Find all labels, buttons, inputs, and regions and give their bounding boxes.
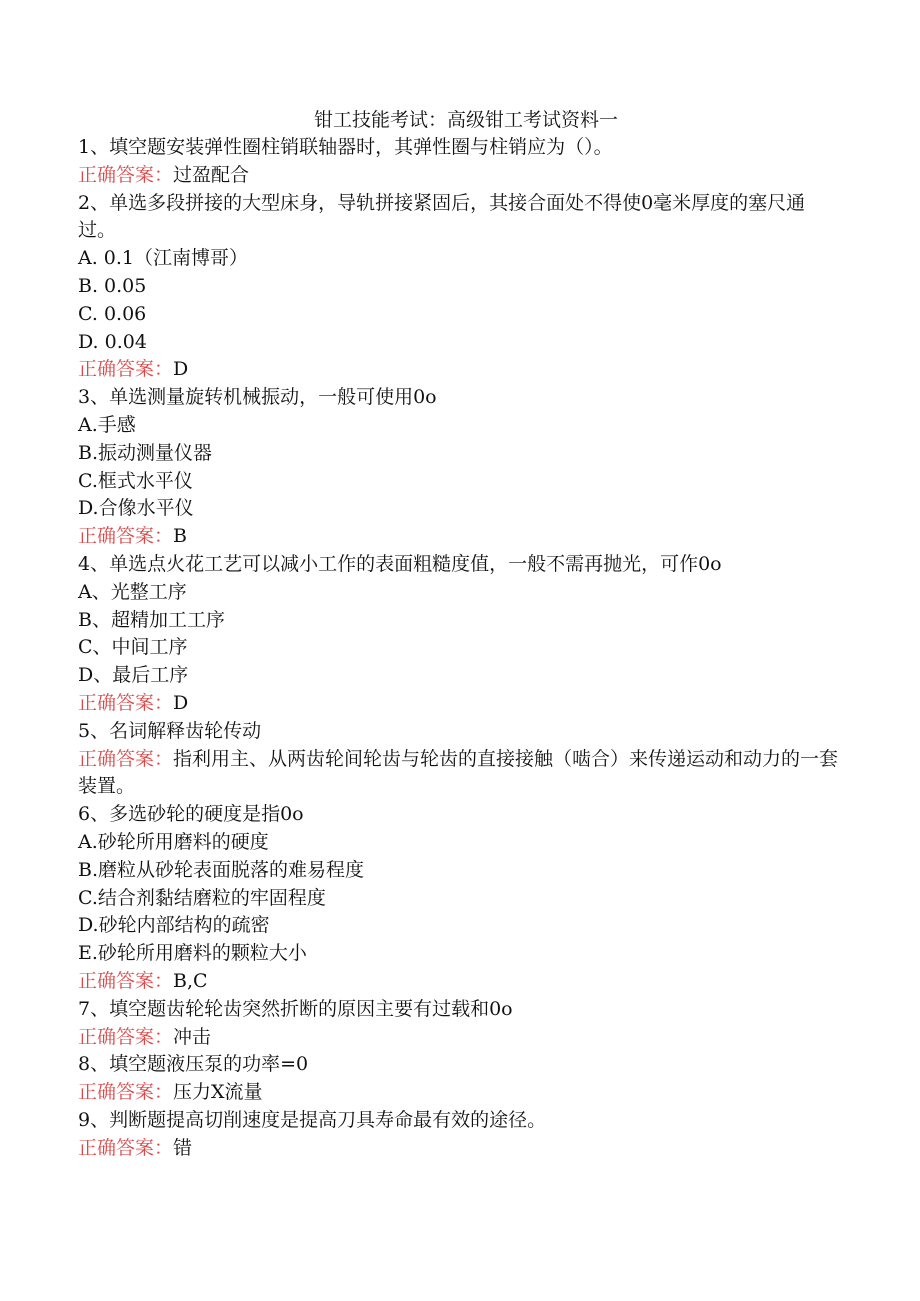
question-stem: 9、判断题提高切削速度是提高刀具寿命最有效的途径。 [78, 1108, 547, 1131]
question-option: C、中间工序 [78, 636, 188, 659]
question-stem: 8、填空题液压泵的功率=0 [78, 1053, 309, 1076]
question-option: A. 0.1（江南博哥） [78, 247, 249, 270]
document-title: 钳工技能考试：高级钳工考试资料一 [313, 109, 618, 131]
answer-line [78, 690, 840, 718]
answer-text: 冲击 [173, 1025, 212, 1048]
answer-label: 正确答案： [78, 358, 174, 381]
question-option: D. 0.04 [78, 330, 147, 353]
answer-label: 正确答案： [78, 747, 174, 770]
answer-label: 正确答案： [78, 525, 174, 548]
answer-line [78, 1079, 840, 1107]
answer-text: 错 [173, 1136, 193, 1159]
answer-text: D [173, 691, 189, 714]
question-stem: 7、填空题齿轮轮齿突然折断的原因主要有过载和0o [78, 997, 513, 1020]
answer-line [78, 968, 840, 996]
answer-line [78, 523, 840, 551]
answer-label: 正确答案： [78, 163, 174, 186]
question-stem: 6、多选砂轮的硬度是指0o [78, 803, 304, 826]
question-stem: 1、填空题安装弹性圈柱销联轴器时，其弹性圈与柱销应为（）。 [78, 136, 613, 158]
answer-text: B [173, 525, 187, 548]
question-option: B、超精加工工序 [78, 608, 225, 631]
question-stem: 4、单选点火花工艺可以减小工作的表面粗糙度值，一般不需再抛光，可作0o [78, 552, 722, 575]
answer-label: 正确答案： [78, 691, 174, 714]
answer-label: 正确答案： [78, 1081, 174, 1104]
answer-label: 正确答案： [78, 1025, 174, 1048]
answer-text: 过盈配合 [173, 163, 250, 186]
answer-text: 指利用主、从两齿轮间轮齿与轮齿的直接接触（啮合）来传递运动和动力的一套装置。 [78, 747, 839, 798]
answer-text: B,C [173, 969, 208, 992]
question-option: D.合像水平仪 [78, 497, 194, 520]
question-option: A、光整工序 [78, 580, 187, 603]
question-option: A.砂轮所用磨料的硬度 [78, 830, 269, 853]
answer-text: 压力X流量 [173, 1081, 263, 1104]
answer-label: 正确答案： [78, 969, 174, 992]
question-option: A.手感 [78, 413, 136, 436]
question-option: B.磨粒从砂轮表面脱落的难易程度 [78, 858, 365, 881]
answer-line [78, 162, 840, 190]
question-option: C.框式水平仪 [78, 469, 193, 492]
answer-text: D [173, 358, 189, 381]
question-option: C. 0.06 [78, 302, 147, 325]
answer-line [78, 356, 840, 384]
answer-line [78, 1135, 840, 1163]
question-option: E.砂轮所用磨料的颗粒大小 [78, 942, 307, 965]
answer-line [78, 746, 840, 802]
question-option: C.结合剂黏结磨粒的牢固程度 [78, 886, 326, 909]
question-option: B.振动测量仪器 [78, 441, 213, 464]
question-stem: 3、单选测量旋转机械振动，一般可使用0o [78, 386, 437, 409]
question-stem: 2、单选多段拼接的大型床身，导轨拼接紧固后，其接合面处不得使0毫米厚度的塞尺通过。 [78, 191, 806, 242]
question-list [78, 134, 840, 1162]
question-option: D.砂轮内部结构的疏密 [78, 914, 270, 937]
question-stem: 5、名词解释齿轮传动 [78, 719, 262, 742]
answer-line [78, 1024, 840, 1052]
question-option: B. 0.05 [78, 274, 147, 297]
question-option: D、最后工序 [78, 664, 189, 687]
answer-label: 正确答案： [78, 1136, 174, 1159]
